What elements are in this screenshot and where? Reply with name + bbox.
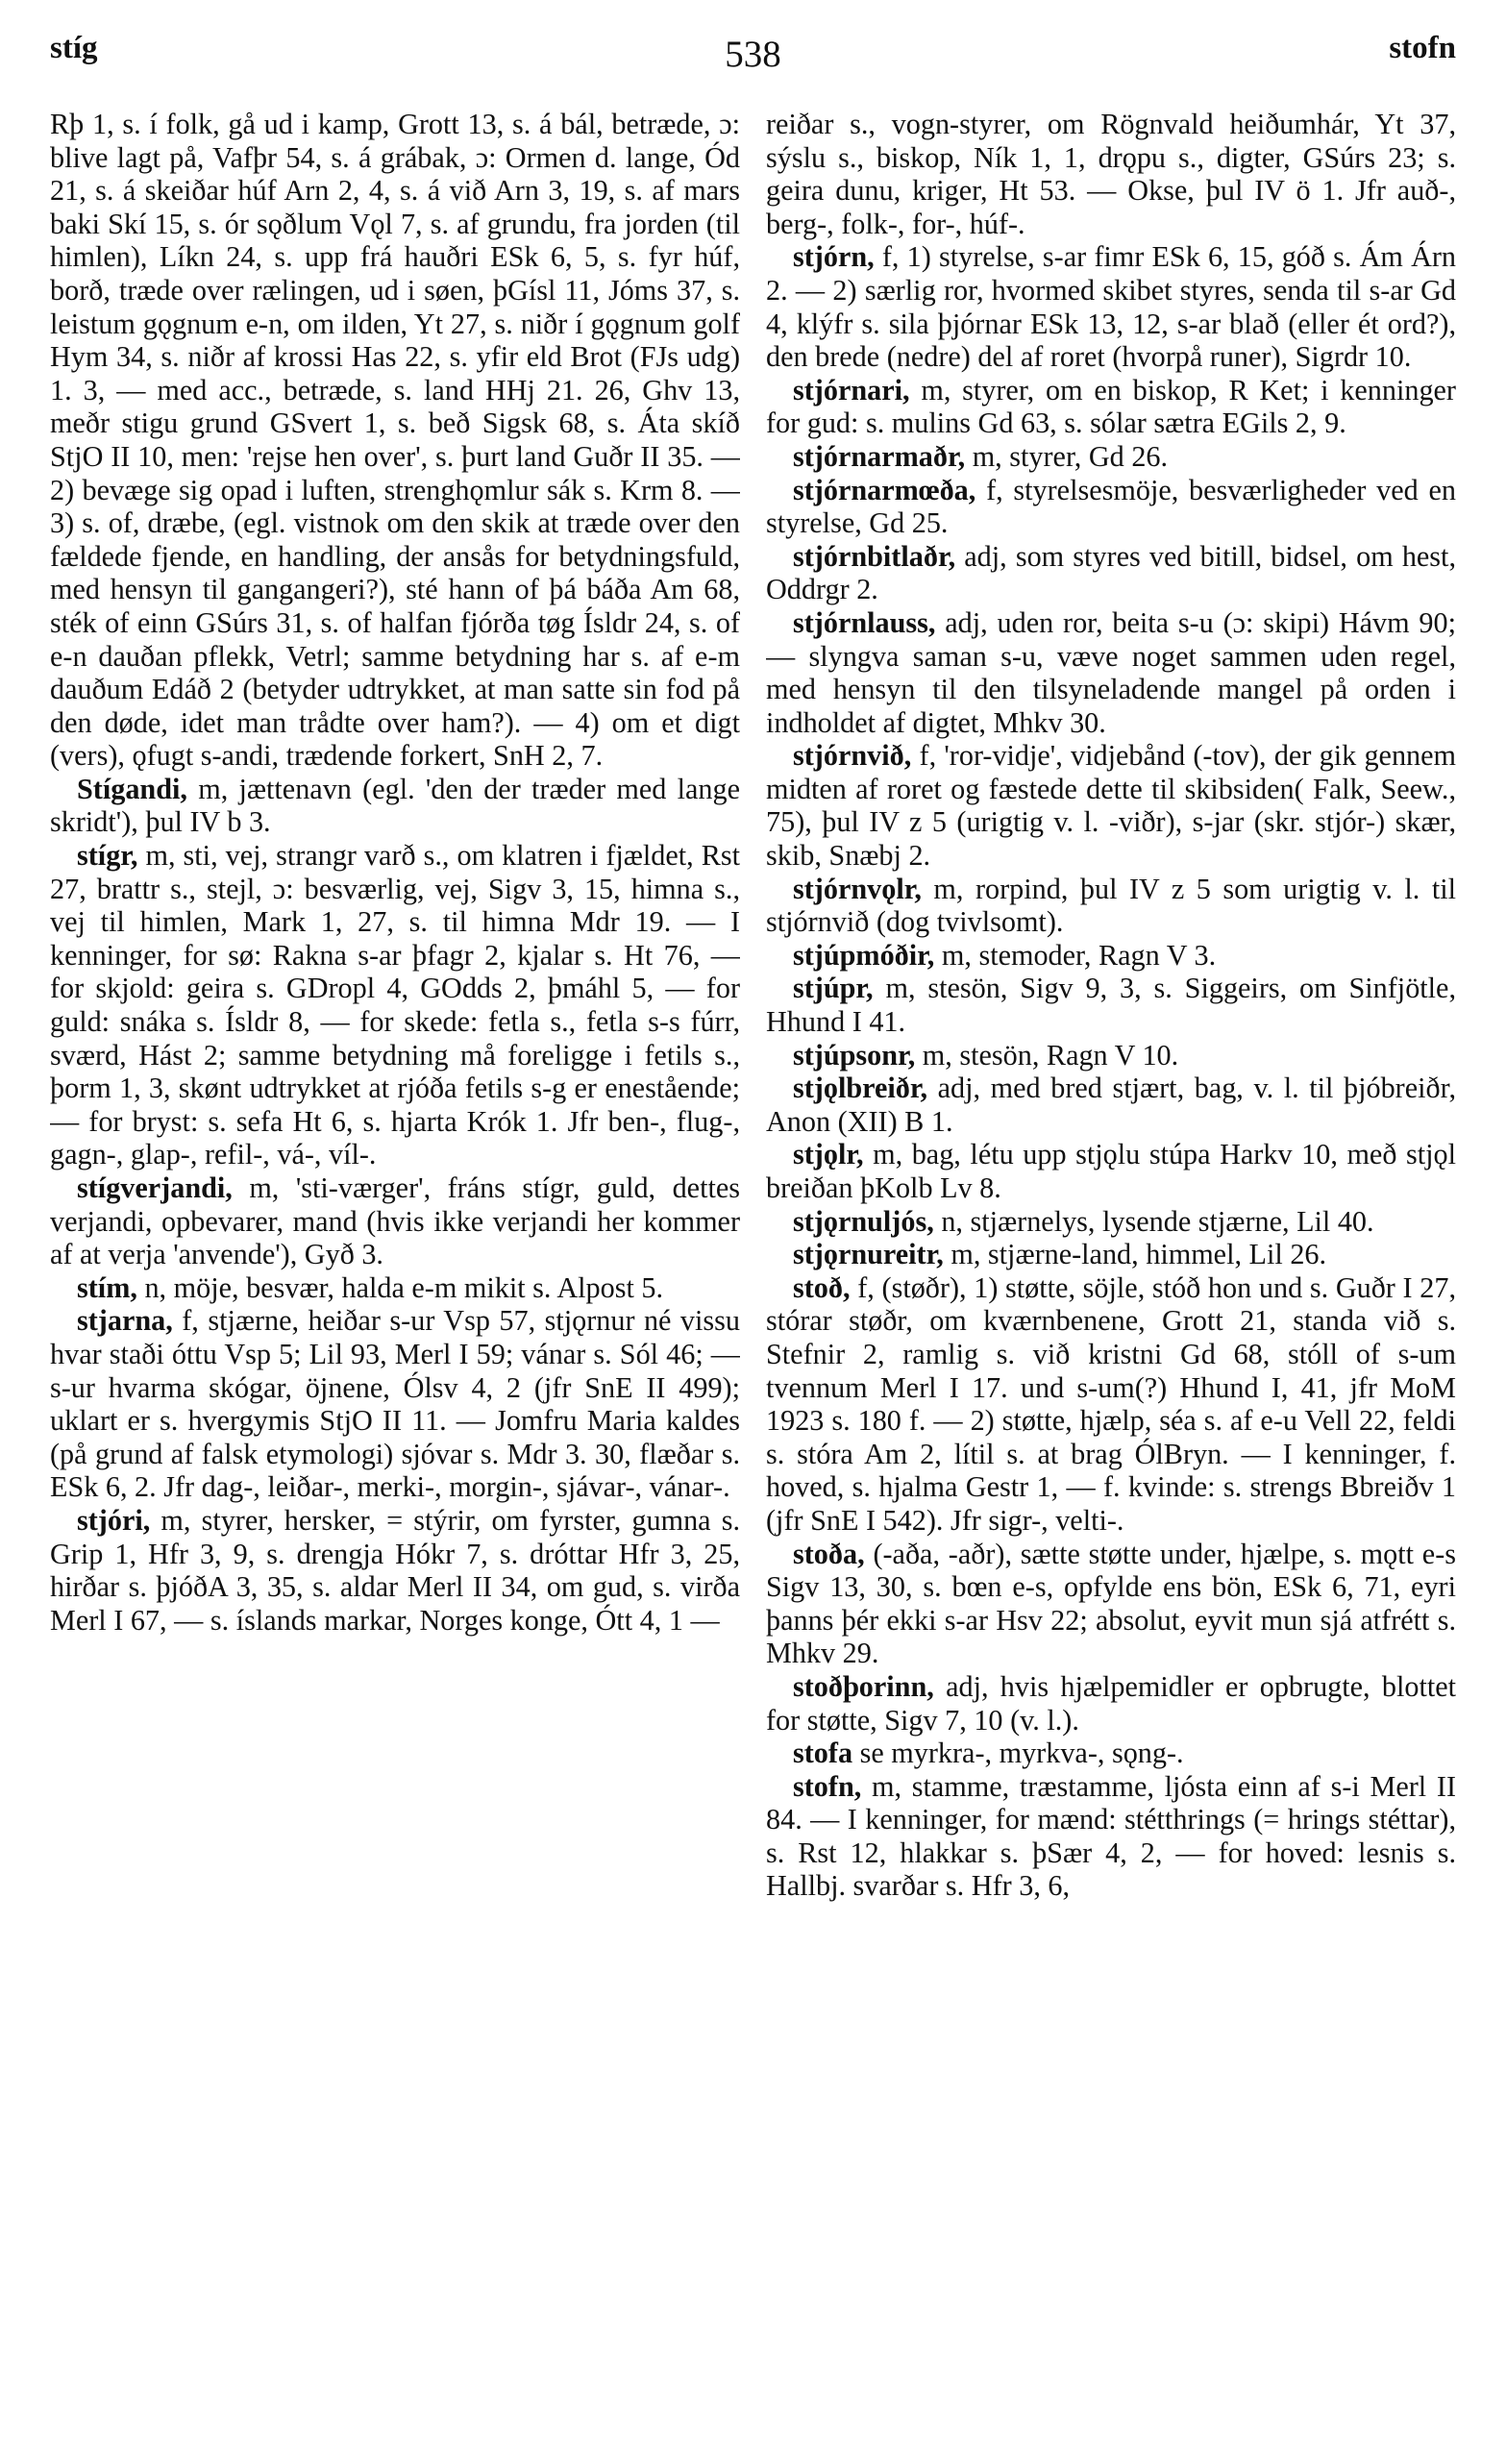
entry-text: adj, med bred stjært, bag, v. l. til þjóbreiðr, Anon (XII) B 1. (766, 1072, 1456, 1138)
entry-text: f, styrelsesmöje, besværligheder ved en styrelse, Gd 25. (766, 473, 1456, 540)
entry-headword: stjúpmóðir, (793, 938, 935, 972)
entry-text: m, sti, vej, strangr varð s., om klatren i fjældet, Rst 27, brattr s., stejl, ɔ: besværlig, vej, Sigv 3, 15, himna s., vej til himlen, Mark 1, 27, s. til himna Mdr 19. — I kenninger, for sø: Rakna s-ar þfagr 2, kjalar s. Ht 76, — for skjold: geira s. GDropl 4, GOdds 2, þmáhl 5, — for guld: snáka s. Ísldr 8, — for skede: fetla s., fetla s-s fúrr, sværd, Hást 2; samme betydning må foreligge i fetils s., þorm 1, 3, skønt udtrykket at rjóða fetils s-g er enestående; — for bryst: s. sefa Ht 6, s. hjarta Krók 1. Jfr ben-, flug-, gagn-, glap-, refil-, vá-, víl-. (50, 839, 740, 1171)
entry-text: m, stamme, træstamme, ljósta einn af s-i Merl II 84. — I kenninger, for mænd: stétthrings (= hrings stéttar), s. Rst 12, hlakkar s. þSær 4, 2, — for hoved: lesnis s. Hallbj. svarðar s. Hfr 3, 6, (766, 1769, 1456, 1903)
entry-text: m, rorpind, þul IV z 5 som urigtig v. l. til stjórnvið (dog tvivlsomt). (766, 872, 1456, 939)
dictionary-entry (766, 939, 1456, 973)
dictionary-entry (50, 108, 740, 773)
dictionary-entry (766, 1238, 1456, 1271)
entry-headword: stjórnvið, (793, 739, 912, 773)
dictionary-entry (766, 1072, 1456, 1138)
dictionary-entry (766, 873, 1456, 939)
page-header (50, 27, 1456, 85)
dictionary-entry (766, 240, 1456, 373)
right-guide-word: stofn (1389, 31, 1456, 65)
dictionary-entry (50, 1504, 740, 1637)
dictionary-entry (766, 474, 1456, 540)
dictionary-entry (766, 606, 1456, 739)
entry-text: n, stjærnelys, lysende stjærne, Lil 40. (941, 1204, 1374, 1238)
entry-headword: stjúpsonr, (793, 1038, 916, 1072)
entry-text: m, stjærne-land, himmel, Lil 26. (951, 1238, 1327, 1271)
entry-text: Rþ 1, s. í folk, gå ud i kamp, Grott 13, s. á bál, betræde, ɔ: blive lagt på, Vafþr 54, s. á grábak, ɔ: Ormen d. lange, Ód 21, s. á skeiðar húf Arn 2, 4, s. á við Arn 3, 19, s. af mars baki Skí 15, s. ór sǫðlum Vǫl 7, s. af grundu, fra jorden (til himlen), Líkn 24, s. upp frá hauðri ESk 6, 5, s. fyr húf, borð, træde over rælingen, ud i søen, þGísl 11, Jóms 37, s. leistum gǫgnum e-n, om ilden, Yt 27, s. niðr í gǫgnum golf Hym 34, s. niðr af krossi Has 22, s. yfir eld Brot (FJs udg) 1. 3, — med acc., betræde, s. land HHj 21. 26, Ghv 13, meðr stigu grund GSvert 1, s. beð Sigsk 68, s. Áta skíð StjO II 10, men: 'rejse hen over', s. þurt land Guðr II 35. — 2) bevæge sig opad i luften, strenghǫmlur sák s. Krm 8. — 3) s. of, dræbe, (egl. vistnok om den skik at træde over den fældede fjende, en handling, der ansås for betydningsfuld, med hensyn til gangangeri?), sté hann of þá báða Am 68, sték of einn GSúrs 31, s. of halfan fjórða tøg Ísldr 24, s. of e-n dauðan pflekk, Vetrl; samme betydning har s. af e-m dauðum Edáð 2 (betyder udtrykket, at man satte sin fod på den døde, idet man trådte over ham?). — 4) om et digt (vers), ǫfugt s-andi, trædende forkert, SnH 2, 7. (50, 108, 740, 773)
dictionary-entry (766, 440, 1456, 474)
entry-text: m, styrer, Gd 26. (972, 439, 1169, 473)
dictionary-entry (766, 1737, 1456, 1770)
entry-text: se myrkra-, myrkva-, sǫng-. (859, 1737, 1184, 1770)
entry-headword: Stígandi, (77, 772, 187, 805)
entry-headword: stjǫlbreiðr, (793, 1072, 928, 1105)
left-column (50, 108, 740, 2443)
entry-text: m, stemoder, Ragn V 3. (941, 938, 1217, 972)
entry-text: m, jættenavn (egl. 'den der træder med lange skridt'), þul IV b 3. (50, 772, 740, 839)
entry-text: adj, uden ror, beita s-u (ɔ: skipi) Hávm 90; — slyngva saman s-u, væve noget sammen uden regel, med hensyn til den tilsyneladende mangel på orden i indholdet af digtet, Mhkv 30. (766, 605, 1456, 739)
page-number: 538 (725, 34, 781, 75)
entry-text: (-aða, -aðr), sætte støtte under, hjælpe, s. mǫtt e-s Sigv 13, 30, s. bœn e-s, opfylde ens bön, ESk 6, 71, eyri þanns þér ekki s-ar Hsv 22; absolut, eyvit mun sjá atfrétt s. Mhkv 29. (766, 1537, 1456, 1670)
entry-headword: stjarna, (77, 1304, 173, 1338)
entry-headword: stjǫrnureitr, (793, 1238, 944, 1271)
dictionary-entry (766, 1770, 1456, 1903)
right-column (766, 108, 1456, 2443)
dictionary-entry (766, 1205, 1456, 1239)
entry-headword: stoðþorinn, (793, 1669, 934, 1703)
entry-text: f, (støðr), 1) støtte, söjle, stóð hon und s. Guðr I 27, stórar støðr, om kværnbenene, Grott 21, standa við s. Stefnir 2, ramlig s. við kristni Gd 68, stóll of s-um tvennum Merl I 17. und s-um(?) Hhund I, 41, jfr MoM 1923 s. 180 f. — 2) støtte, hjælp, séa s. af e-u Vell 22, feldi s. stóra Am 2, lítil s. at brag ÓlBryn. — I kenninger, f. hoved, s. hjalma Gestr 1, — f. kvinde: s. strengs Bbreiðv 1 (jfr SnE I 542). Jfr sigr-, velti-. (766, 1270, 1456, 1537)
dictionary-entry (766, 1039, 1456, 1072)
entry-headword: stím, (77, 1270, 137, 1304)
entry-headword: stjúpr, (793, 972, 874, 1005)
dictionary-entry (766, 374, 1456, 440)
entry-headword: stjórn, (793, 240, 875, 274)
entry-text: f, stjærne, heiðar s-ur Vsp 57, stjǫrnur né vissu hvar staði óttu Vsp 5; Lil 93, Merl I 59; vánar s. Sól 46; — s-ur hvarma skógar, öjnene, Ólsv 4, 2 (jfr SnE II 499); uklart er s. hvergymis StjO II 11. — Jomfru Maria kaldes (på grund af falsk etymologi) sjóvar s. Mdr 3. 30, flæðar s. ESk 6, 2. Jfr dag-, leiðar-, merki-, morgin-, sjávar-, vánar-. (50, 1304, 740, 1504)
entry-headword: stjórnarmaðr, (793, 439, 966, 473)
entry-headword: stígr, (77, 839, 138, 873)
entry-headword: stofa (793, 1737, 853, 1770)
entry-text: m, 'sti-værger', fráns stígr, guld, dettes verjandi, opbevarer, mand (hvis ikke verjandi her kommer af at verja 'anvende'), Gyð 3. (50, 1171, 740, 1271)
entry-text: adj, som styres ved bitill, bidsel, om hest, Oddrgr 2. (766, 539, 1456, 606)
dictionary-entry (766, 1138, 1456, 1204)
dictionary-entry (50, 773, 740, 839)
entry-text: reiðar s., vogn-styrer, om Rögnvald heiðumhár, Yt 37, sýslu s., biskop, Ník 1, 1, drǫpu s., digter, GSúrs 23; s. geira dunu, kriger, Ht 53. — Okse, þul IV ö 1. Jfr auð-, berg-, folk-, for-, húf-. (766, 108, 1456, 240)
entry-text: m, bag, létu upp stjǫlu stúpa Harkv 10, með stjǫl breiðan þKolb Lv 8. (766, 1138, 1456, 1204)
entry-text: n, möje, besvær, halda e-m mikit s. Alpost 5. (144, 1270, 664, 1304)
entry-text: m, styrer, om en biskop, R Ket; i kenninger for gud: s. mulins Gd 63, s. sólar sætra EGils 2, 9. (766, 373, 1456, 440)
dictionary-entry (766, 1538, 1456, 1670)
entry-headword: stjórnbitlaðr, (793, 539, 956, 573)
entry-text: f, 'ror-vidje', vidjebånd (-tov), der gik gennem midten af roret og fæstede dette til skibsiden( Falk, Seew., 75), þul IV z 5 (urigtig v. l. -viðr), s-jar (skr. stjór-) skær, skib, Snæbj 2. (766, 739, 1456, 873)
entry-headword: stjǫlr, (793, 1138, 864, 1171)
entry-headword: stjóri, (77, 1503, 151, 1537)
dictionary-entry (766, 540, 1456, 606)
entry-headword: stoða, (793, 1537, 865, 1570)
entry-text: adj, hvis hjælpemidler er opbrugte, blottet for støtte, Sigv 7, 10 (v. l.). (766, 1669, 1456, 1737)
dictionary-entry (766, 108, 1456, 240)
entry-text: m, stesön, Ragn V 10. (922, 1038, 1179, 1072)
entry-headword: stoð, (793, 1270, 851, 1304)
entry-text: f, 1) styrelse, s-ar fimr ESk 6, 15, góð s. Ám Árn 2. — 2) særlig ror, hvormed skibet styres, senda til s-ar Gd 4, klýfr s. sila þjórnar ESk 13, 12, s-ar blað (eller ét ord?), den brede (nedre) del af roret (hvorpå runer), Sigrdr 10. (766, 240, 1456, 374)
dictionary-entry (766, 1271, 1456, 1538)
dictionary-entry (766, 739, 1456, 872)
dictionary-entry (766, 972, 1456, 1038)
entry-headword: stjórnvǫlr, (793, 872, 922, 905)
entry-headword: stjǫrnuljós, (793, 1204, 934, 1238)
entry-headword: stígverjandi, (77, 1171, 233, 1204)
dictionary-entry (50, 1304, 740, 1504)
dictionary-entry (50, 1271, 740, 1305)
dictionary-entry (50, 1171, 740, 1271)
entry-headword: stjórnari, (793, 373, 910, 407)
entry-headword: stjórnlauss, (793, 605, 936, 639)
entry-headword: stjórnarmœða, (793, 473, 976, 506)
entry-headword: stofn, (793, 1769, 862, 1803)
entry-text: m, stesön, Sigv 9, 3, s. Siggeirs, om Sinfjötle, Hhund I 41. (766, 972, 1456, 1039)
entry-text: m, styrer, hersker, = stýrir, om fyrster, gumna s. Grip 1, Hfr 3, 9, s. drengja Hókr 7, s. dróttar Hfr 3, 25, hirðar s. þjóðA 3, 35, s. aldar Merl II 34, om gud, s. virða Merl I 67, — s. íslands markar, Norges konge, Ótt 4, 1 — (50, 1503, 740, 1637)
dictionary-entry (766, 1670, 1456, 1737)
dictionary-entry (50, 839, 740, 1171)
left-guide-word: stíg (50, 31, 98, 65)
